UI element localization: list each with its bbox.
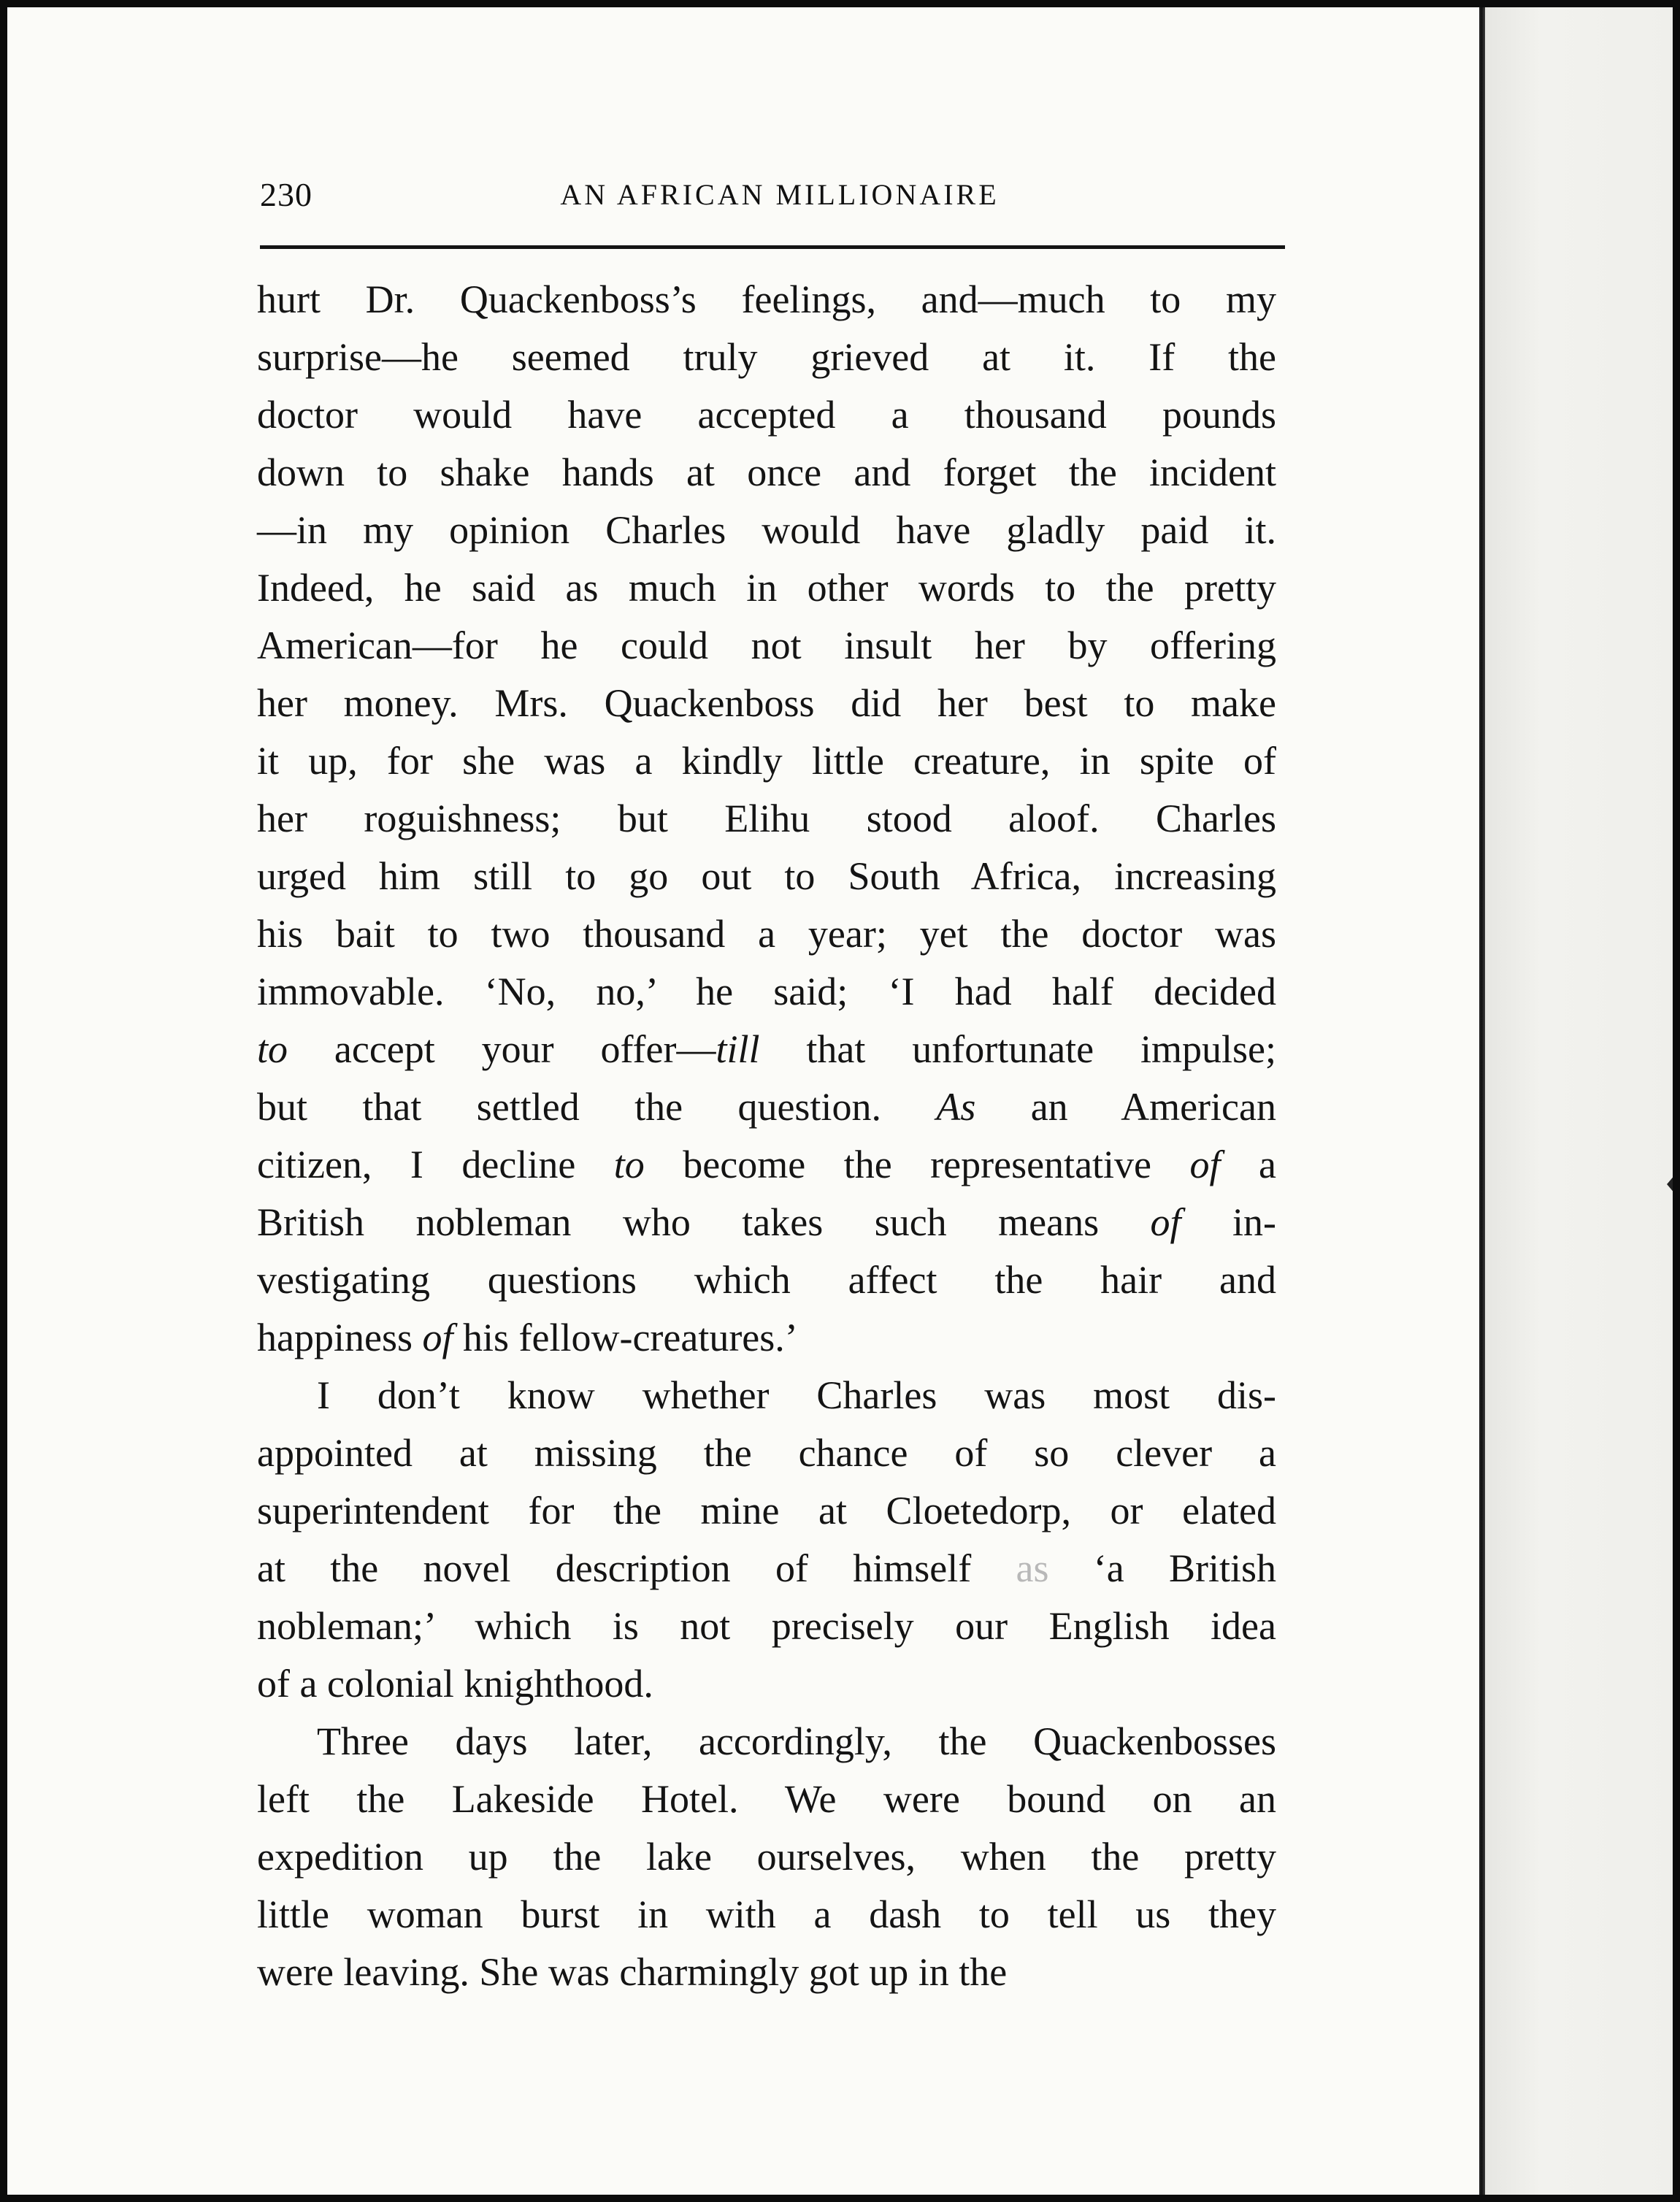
running-title: AN AFRICAN MILLIONAIRE	[560, 178, 1000, 211]
text-line	[257, 1251, 1276, 1309]
adjacent-page-edge	[1485, 7, 1673, 2195]
line-text: happiness	[257, 1316, 423, 1359]
page-edge-mark	[1667, 1174, 1676, 1194]
line-text: expedition up the lake ourselves, when the pretty	[257, 1835, 1276, 1879]
line-text: a	[1220, 1143, 1276, 1186]
line-text: little woman burst in with a dash to tell us they	[257, 1892, 1276, 1936]
text-line	[257, 502, 1276, 559]
text-line	[257, 1944, 1276, 2001]
text-line	[257, 1828, 1276, 1886]
running-header	[260, 172, 1285, 218]
line-text: at the novel description of himself	[257, 1546, 1016, 1590]
italic-text: to	[613, 1143, 645, 1186]
line-text: I don’t know whether Charles was most dis-	[317, 1373, 1276, 1417]
text-line	[257, 386, 1276, 444]
text-line	[257, 905, 1276, 963]
line-text: British nobleman who takes such means	[257, 1200, 1151, 1244]
paragraph	[257, 271, 1276, 1367]
line-text: down to shake hands at once and forget the incident	[257, 450, 1276, 494]
line-text: nobleman;’ which is not precisely our English idea	[257, 1604, 1276, 1648]
line-text: but that settled the question.	[257, 1085, 937, 1129]
line-text: of a colonial knighthood.	[257, 1662, 653, 1706]
text-line	[257, 1597, 1276, 1655]
text-line	[257, 559, 1276, 617]
line-text: immovable. ‘No, no,’ he said; ‘I had half decided	[257, 970, 1276, 1013]
line-text: were leaving. She was charmingly got up in the	[257, 1950, 1008, 1994]
line-text: an American	[975, 1085, 1276, 1129]
line-text: become the representative	[644, 1143, 1190, 1186]
line-text: urged him still to go out to South Africa, increasing	[257, 854, 1276, 898]
italic-text: of	[422, 1316, 453, 1359]
text-line	[257, 1136, 1276, 1194]
faint-text: as	[1016, 1546, 1049, 1590]
italic-text: As	[936, 1085, 976, 1129]
line-text: appointed at missing the chance of so clever a	[257, 1431, 1276, 1475]
text-line	[257, 1655, 1276, 1713]
text-line	[257, 1367, 1276, 1424]
paragraph	[257, 1713, 1276, 2001]
page-number: 230	[260, 176, 312, 213]
italic-text: to	[257, 1027, 288, 1071]
line-text: it up, for she was a kindly little creature, in spite of	[257, 739, 1276, 783]
line-text: his bait to two thousand a year; yet the doctor was	[257, 912, 1276, 956]
text-line	[257, 444, 1276, 502]
line-text: hurt Dr. Quackenboss’s feelings, and—much to my	[257, 277, 1276, 321]
page-body-text	[257, 271, 1276, 2001]
header-rule	[260, 245, 1285, 249]
line-text: her roguishness; but Elihu stood aloof. Charles	[257, 797, 1276, 840]
line-text: ‘a British	[1048, 1546, 1276, 1590]
text-line	[257, 675, 1276, 732]
text-line	[257, 790, 1276, 848]
line-text: her money. Mrs. Quackenboss did her best to make	[257, 681, 1276, 725]
text-line	[257, 1021, 1276, 1078]
text-line	[257, 963, 1276, 1021]
line-text: accept your offer—	[288, 1027, 716, 1071]
line-text: his fellow-creatures.’	[453, 1316, 798, 1359]
line-text: doctor would have accepted a thousand pounds	[257, 393, 1276, 437]
line-text: Indeed, he said as much in other words to the pretty	[257, 566, 1276, 610]
line-text: that unfortunate impulse;	[759, 1027, 1277, 1071]
text-line	[257, 1540, 1276, 1597]
line-text: left the Lakeside Hotel. We were bound on an	[257, 1777, 1276, 1821]
text-line	[257, 1886, 1276, 1944]
text-line	[257, 1713, 1276, 1771]
line-text: vestigating questions which affect the hair and	[257, 1258, 1276, 1302]
line-text: Three days later, accordingly, the Quackenbosses	[317, 1719, 1276, 1763]
line-text: —in my opinion Charles would have gladly paid it.	[257, 508, 1276, 552]
text-line	[257, 329, 1276, 386]
text-line	[257, 1194, 1276, 1251]
line-text: surprise—he seemed truly grieved at it. If the	[257, 335, 1276, 379]
text-line	[257, 732, 1276, 790]
paragraph	[257, 1367, 1276, 1713]
text-line	[257, 1482, 1276, 1540]
text-line	[257, 848, 1276, 905]
text-line	[257, 1424, 1276, 1482]
text-line	[257, 1078, 1276, 1136]
text-line	[257, 617, 1276, 675]
italic-text: of	[1150, 1200, 1181, 1244]
text-line	[257, 1771, 1276, 1828]
italic-text: of	[1189, 1143, 1221, 1186]
text-line	[257, 271, 1276, 329]
italic-text: till	[716, 1027, 760, 1071]
line-text: superintendent for the mine at Cloetedorp, or elated	[257, 1489, 1276, 1532]
book-gutter	[1479, 7, 1485, 2195]
line-text: citizen, I decline	[257, 1143, 614, 1186]
text-line	[257, 1309, 1276, 1367]
line-text: in-	[1181, 1200, 1276, 1244]
line-text: American—for he could not insult her by offering	[257, 624, 1276, 667]
